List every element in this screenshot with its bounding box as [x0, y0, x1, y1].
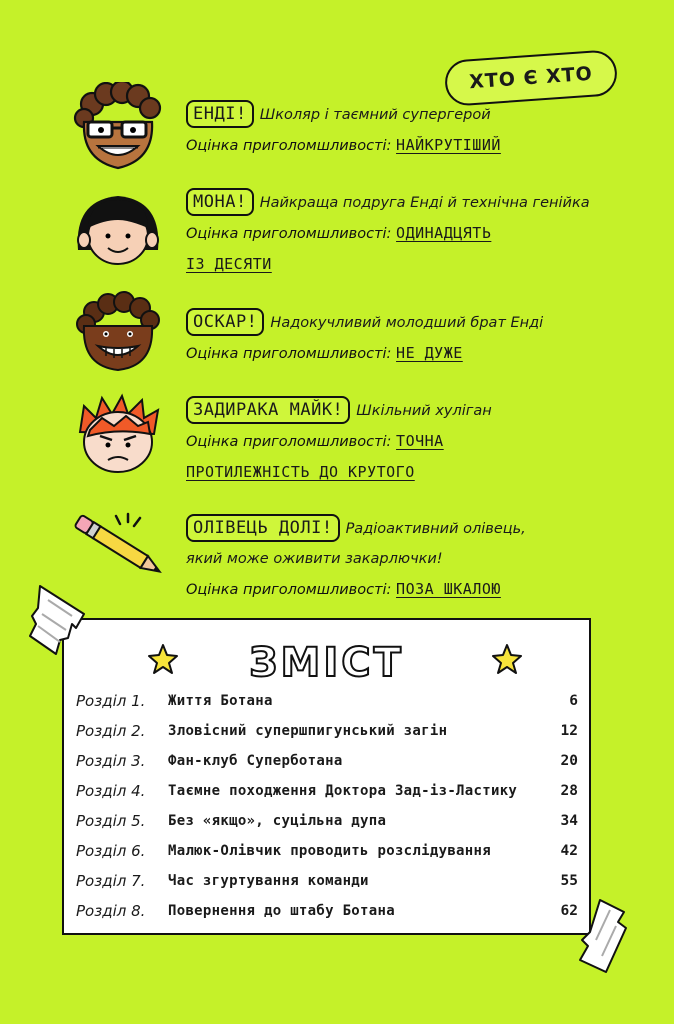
toc-row[interactable] — [76, 716, 578, 746]
chapter-title: Повернення до штабу Ботана — [168, 903, 395, 919]
chapter-label: Розділ 2. — [76, 722, 146, 740]
chapter-page: 62 — [560, 903, 578, 919]
tape-top-left-icon — [26, 580, 88, 662]
toc-row[interactable] — [76, 776, 578, 806]
table-of-contents — [62, 618, 591, 935]
chapter-title: Зловісний супершпигунський загін — [168, 723, 448, 739]
character-pencil — [186, 514, 626, 605]
chapter-page: 6 — [569, 693, 578, 709]
chapter-label: Розділ 4. — [76, 782, 146, 800]
rating-label: Оцінка приголомшливості: — [186, 582, 392, 598]
chapter-title: Таємне походження Доктора Зад-із-Ластику — [168, 783, 518, 799]
chapter-label: Розділ 3. — [76, 752, 146, 770]
toc-row[interactable] — [76, 746, 578, 776]
mona-portrait — [70, 190, 166, 270]
toc-row[interactable] — [76, 896, 578, 926]
chapter-label: Розділ 7. — [76, 872, 146, 890]
rating-label: Оцінка приголомшливості: — [186, 138, 392, 154]
chapter-label: Розділ 1. — [76, 692, 146, 710]
chapter-label: Розділ 5. — [76, 812, 146, 830]
toc-row[interactable] — [76, 686, 578, 716]
star-icon — [490, 642, 524, 676]
character-mike — [186, 396, 626, 488]
rating-value: НЕ ДУЖЕ — [396, 344, 463, 362]
chapter-title: Малюк-Олівчик проводить розслідування — [168, 843, 491, 859]
rating-label: Оцінка приголомшливості: — [186, 226, 392, 242]
character-name: МОНА! — [186, 188, 254, 216]
toc-title: ЗМІСТ — [249, 640, 404, 686]
rating-value: НАЙКРУТІШИЙ — [396, 136, 501, 154]
character-desc: Школяр і таємний супергерой — [259, 107, 491, 123]
toc-row[interactable] — [76, 806, 578, 836]
chapter-title: Життя Ботана — [168, 693, 273, 709]
tape-bottom-right-icon — [566, 896, 630, 976]
character-oscar — [186, 308, 626, 369]
rating-value: ПОЗА ШКАЛОЮ — [396, 580, 501, 598]
character-name: ЗАДИРАКА МАЙК! — [186, 396, 350, 424]
character-desc: Найкраща подруга Енді й технічна генійка — [259, 195, 590, 211]
bully-mike-portrait — [70, 392, 166, 476]
character-desc: Шкільний хуліган — [356, 403, 492, 419]
chapter-label: Розділ 8. — [76, 902, 146, 920]
andy-portrait — [70, 82, 166, 174]
character-desc-continued: який може оживити закарлючки! — [186, 551, 443, 567]
chapter-page: 42 — [560, 843, 578, 859]
chapter-page: 20 — [560, 753, 578, 769]
rating-value-continued: ІЗ ДЕСЯТИ — [186, 255, 272, 273]
toc-row[interactable] — [76, 836, 578, 866]
who-is-who-badge: ХТО Є ХТО — [444, 49, 619, 107]
chapter-page: 55 — [560, 873, 578, 889]
rating-label: Оцінка приголомшливості: — [186, 346, 392, 362]
character-name: ОЛІВЕЦЬ ДОЛІ! — [186, 514, 340, 542]
toc-row[interactable] — [76, 866, 578, 896]
rating-label: Оцінка приголомшливості: — [186, 434, 392, 450]
toc-list — [76, 686, 578, 926]
character-desc: Радіоактивний олівець, — [345, 521, 526, 537]
oscar-portrait — [70, 290, 166, 374]
chapter-title: Час згуртування команди — [168, 873, 369, 889]
rating-value-continued: ПРОТИЛЕЖНІСТЬ ДО КРУТОГО — [186, 463, 415, 481]
pencil-of-destiny-icon — [70, 508, 174, 580]
character-andy — [186, 100, 626, 161]
rating-value: ОДИНАДЦЯТЬ — [396, 224, 492, 242]
chapter-title: Без «якщо», суцільна дупа — [168, 813, 387, 829]
chapter-page: 34 — [560, 813, 578, 829]
chapter-page: 28 — [560, 783, 578, 799]
chapter-title: Фан-клуб Суперботана — [168, 753, 343, 769]
rating-value: ТОЧНА — [396, 432, 444, 450]
character-name: ОСКАР! — [186, 308, 264, 336]
chapter-page: 12 — [560, 723, 578, 739]
chapter-label: Розділ 6. — [76, 842, 146, 860]
character-desc: Надокучливий молодший брат Енді — [270, 315, 544, 331]
character-mona — [186, 188, 626, 280]
character-name: ЕНДІ! — [186, 100, 254, 128]
